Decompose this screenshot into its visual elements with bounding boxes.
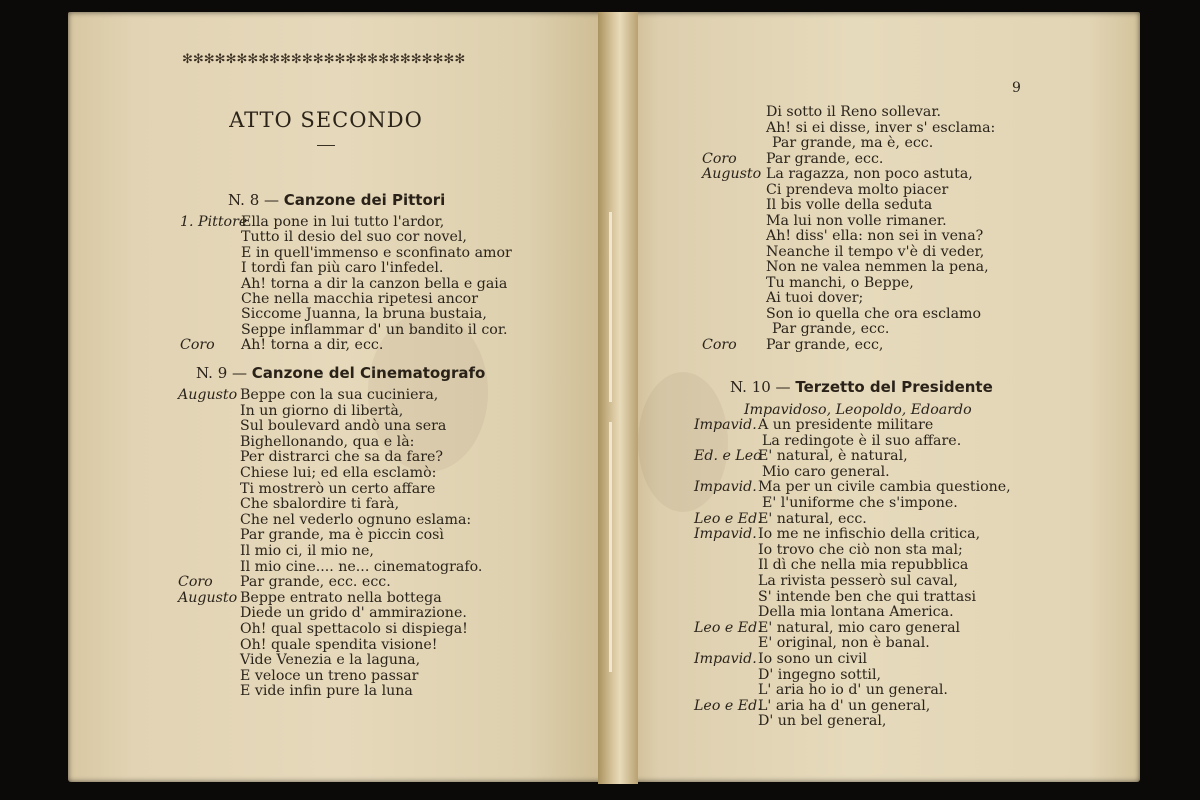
- speaker-label: Coro: [178, 574, 213, 591]
- lyric-line: In un giorno di libertà,: [240, 402, 404, 419]
- lyric-line: Della mia lontana America.: [758, 604, 954, 621]
- lyric-line: Io me ne infischio della critica,: [758, 526, 981, 543]
- lyric-line: Chiese lui; ed ella esclamò:: [240, 465, 437, 481]
- lyric-line: D' un bel general,: [758, 713, 887, 730]
- lyric-line: Tu manchi, o Beppe,: [766, 274, 914, 291]
- lyric-line: Sul boulevard andò una sera: [240, 418, 447, 435]
- lyric-line: La ragazza, non poco astuta,: [766, 166, 973, 182]
- section-title: Canzone dei Pittori: [283, 191, 446, 209]
- lyric-line: Io trovo che ciò non sta mal;: [758, 541, 963, 558]
- lyric-line: E' l'uniforme che s'impone.: [762, 495, 958, 511]
- lyric-line: Per distrarci che sa da fare?: [240, 449, 443, 466]
- lyric-line: Di sotto il Reno sollevar.: [766, 104, 942, 120]
- speaker-label: 1. Pittore: [180, 214, 248, 230]
- speaker-label: Leo e Ed.: [694, 697, 762, 714]
- lyric-line: Par grande, ma è, ecc.: [772, 135, 934, 151]
- speaker-label: Impavid.: [694, 651, 757, 667]
- speaker-label: Augusto: [702, 166, 762, 182]
- speaker-label: Impavid.: [694, 479, 757, 496]
- lyric-line: Siccome Juanna, la bruna bustaia,: [241, 306, 487, 323]
- lyric-line: La rivista pesserò sul caval,: [758, 573, 958, 589]
- lyric-line: Ai tuoi dover;: [766, 290, 864, 306]
- lyric-line: Beppe con la sua cuciniera,: [240, 387, 439, 403]
- lyric-line: S' intende ben che qui trattasi: [758, 588, 977, 605]
- lyric-line: Mio caro general.: [762, 463, 890, 480]
- binding-thread: [609, 212, 612, 402]
- lyric-line: Che nel vederlo ognuno eslama:: [240, 511, 472, 528]
- lyric-line: Par grande, ecc.: [766, 150, 884, 167]
- section-title: Terzetto del Presidente: [795, 378, 993, 396]
- lyric-line: Ah! diss' ella: non sei in vena?: [766, 228, 984, 244]
- lyric-line: E' natural, è natural,: [758, 448, 908, 465]
- speaker-label: Augusto: [178, 387, 238, 403]
- lyric-line: La redingote è il suo affare.: [762, 432, 962, 449]
- speaker-label: Ed. e Leo: [694, 448, 762, 465]
- lyric-line: E veloce un treno passar: [240, 667, 419, 684]
- lyric-line: Ella pone in lui tutto l'ardor,: [241, 214, 445, 230]
- lyric-line: Il dì che nella mia repubblica: [758, 557, 969, 574]
- section-heading: [730, 378, 993, 396]
- lyric-line: Oh! qual spettacolo si dispiega!: [240, 621, 468, 637]
- characters-line: Impavidoso, Leopoldo, Edoardo: [744, 402, 972, 418]
- speaker-label: Coro: [180, 337, 215, 354]
- lyric-line: Io sono un civil: [758, 651, 868, 667]
- decorative-border: ✻✻✻✻✻✻✻✻✻✻✻✻✻✻✻✻✻✻✻✻✻✻✻✻✻✻: [182, 52, 466, 67]
- speaker-label: Coro: [702, 150, 737, 167]
- section-heading: [196, 364, 485, 382]
- lyric-line: Par grande, ecc. ecc.: [240, 574, 391, 591]
- lyric-line: Par grande, ecc.: [772, 321, 890, 337]
- lyric-line: Tutto il desio del suo cor novel,: [241, 229, 467, 246]
- page-number: 9: [1012, 80, 1021, 96]
- speaker-label: Coro: [702, 336, 737, 353]
- title-divider: [317, 145, 335, 146]
- lyric-line: Ma lui non volle rimaner.: [766, 212, 947, 229]
- speaker-label: Impavid.: [694, 417, 757, 433]
- lyric-line: E in quell'immenso e sconfinato amor: [241, 244, 512, 261]
- lyric-line: Ci prendeva molto piacer: [766, 181, 949, 198]
- lyric-line: Diede un grido d' ammirazione.: [240, 605, 467, 622]
- lyric-line: Il mio cine.... ne... cinematografo.: [240, 558, 483, 575]
- section-number: N. 9 —: [196, 364, 248, 382]
- lyric-line: Neanche il tempo v'è di veder,: [766, 243, 985, 260]
- lyric-line: Ma per un civile cambia questione,: [758, 479, 1011, 496]
- section-number: N. 8 —: [228, 191, 280, 209]
- lyric-line: I tordi fan più caro l'infedel.: [241, 260, 444, 277]
- lyric-line: Son io quella che ora esclamo: [766, 305, 982, 322]
- section-heading: [228, 191, 445, 209]
- lyric-line: Non ne valea nemmen la pena,: [766, 259, 989, 275]
- lyric-line: Che sbalordire ti farà,: [240, 496, 400, 513]
- lyric-line: Beppe entrato nella bottega: [240, 589, 442, 606]
- lyric-line: Par grande, ma è piccin così: [240, 527, 444, 544]
- lyric-line: Il bis volle della seduta: [766, 197, 933, 213]
- lyric-line: Ah! torna a dir la canzon bella e gaia: [241, 275, 508, 292]
- lyric-line: Bighellonando, qua e là:: [240, 433, 415, 450]
- lyric-line: Vide Venezia e la laguna,: [240, 652, 421, 669]
- lyric-line: L' aria ho io d' un general.: [758, 682, 948, 699]
- lyric-line: E' original, non è banal.: [758, 635, 930, 652]
- act-title: ATTO SECONDO: [229, 108, 423, 132]
- lyric-line: Oh! quale spendita visione!: [240, 636, 438, 653]
- section-title: Canzone del Cinematografo: [251, 364, 486, 382]
- lyric-line: A un presidente militare: [758, 417, 934, 433]
- lyric-line: E' natural, ecc.: [758, 510, 867, 527]
- lyric-line: Seppe inflammar d' un bandito il cor.: [241, 321, 508, 338]
- section-number: N. 10 —: [730, 378, 791, 396]
- book-gutter: [598, 12, 638, 784]
- lyric-line: Ti mostrerò un certo affare: [240, 480, 436, 497]
- lyric-line: Par grande, ecc,: [766, 336, 884, 353]
- binding-thread: [609, 422, 612, 672]
- lyric-line: L' aria ha d' un general,: [758, 697, 931, 714]
- lyric-line: D' ingegno sottil,: [758, 666, 882, 683]
- lyric-line: Ah! torna a dir, ecc.: [241, 337, 384, 354]
- lyric-line: Il mio ci, il mio ne,: [240, 543, 374, 559]
- lyric-line: Ah! si ei disse, inver s' esclama:: [766, 119, 996, 136]
- lyric-line: Che nella macchia ripetesi ancor: [241, 291, 479, 307]
- speaker-label: Leo e Ed.: [694, 510, 762, 527]
- speaker-label: Impavid.: [694, 526, 757, 543]
- speaker-label: Augusto: [178, 589, 238, 606]
- lyric-line: E' natural, mio caro general: [758, 619, 961, 636]
- speaker-label: Leo e Ed.: [694, 619, 762, 636]
- lyric-line: E vide infin pure la luna: [240, 683, 413, 700]
